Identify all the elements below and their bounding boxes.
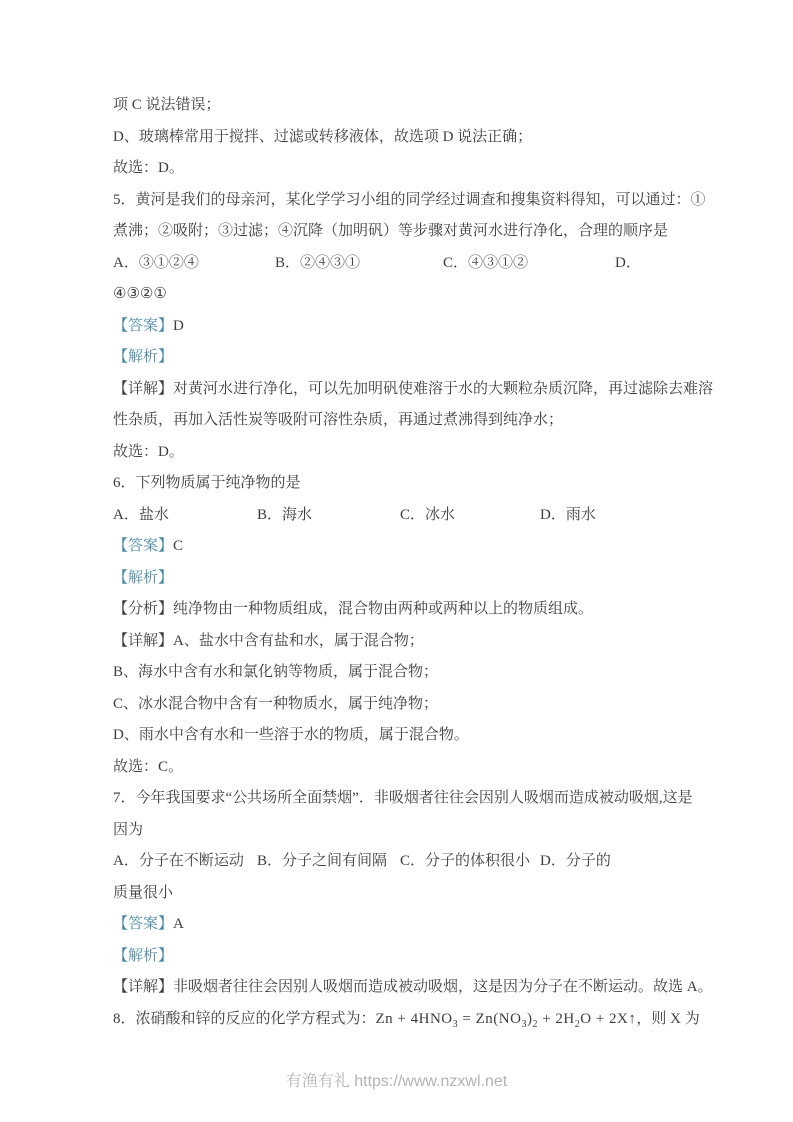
- q5-answer-line: [113, 311, 688, 343]
- q6-detail-c: C、冰水混合物中含有一种物质水，属于纯净物；: [113, 695, 439, 712]
- q5-detail: 【详解】对黄河水进行净化，可以先加明矾使难溶于水的大颗粒杂质沉降，再过滤除去难溶: [113, 380, 714, 397]
- q7-option-b: B．分子之间有间隔: [257, 853, 388, 869]
- answer-value: A: [173, 916, 184, 932]
- q7-option-c: C．分子的体积很小: [400, 853, 531, 869]
- answer-value: C: [173, 538, 184, 554]
- analysis-label: 【解析】: [113, 947, 174, 964]
- q8-stem-text: 8．浓硝酸和锌的反应的化学方程式为：: [113, 1010, 376, 1027]
- watermark-footer: 有渔有礼 https://www.nzxwl.net: [285, 1073, 508, 1090]
- q5-option-d: D．: [615, 254, 641, 271]
- answer-label: 【答案】: [113, 317, 174, 334]
- q4-conclusion: 故选：D。: [113, 160, 184, 176]
- q6-conclusion: 故选：C。: [113, 758, 184, 775]
- q7-option-a: A．分子在不断运动: [113, 853, 244, 869]
- q6-options-row: [113, 500, 688, 532]
- q5-analysis-label-line: [113, 342, 688, 374]
- analysis-label: 【解析】: [113, 569, 174, 586]
- q5-option-c: C．④③①②: [443, 254, 529, 271]
- q8-stem: [113, 1004, 700, 1036]
- q4-explanation-line: D、玻璃棒常用于搅拌、过滤或转移液体，故选项 D 说法正确；: [113, 128, 533, 145]
- eq-part: ): [526, 1010, 533, 1027]
- eq-part: = Zn(NO: [458, 1010, 522, 1027]
- q5-option-a: A．③①②④: [113, 254, 199, 271]
- q6-answer-line: [113, 531, 688, 563]
- q6-option-b: B．海水: [257, 506, 313, 523]
- q6-stem: 6．下列物质属于纯净物的是: [113, 475, 301, 491]
- q7-option-d: D．分子的: [540, 853, 611, 869]
- q7-analysis-label-line: [113, 941, 688, 973]
- q6-detail-a: 【详解】A、盐水中含有盐和水，属于混合物；: [113, 632, 424, 649]
- q6-detail-b: B、海水中含有水和氯化钠等物质，属于混合物；: [113, 664, 439, 680]
- q5-options-row: [113, 248, 688, 280]
- q7-options-row: [113, 846, 688, 878]
- q4-explanation-line: 项 C 说法错误；: [113, 97, 221, 113]
- q7-stem: 因为: [113, 821, 144, 838]
- eq-subscript: 3: [452, 1018, 459, 1030]
- q5-conclusion: 故选：D。: [113, 443, 184, 460]
- q6-analysis-label-line: [113, 563, 688, 595]
- eq-part: + 2H: [537, 1010, 575, 1027]
- q8-stem-text: ，则 X 为: [636, 1010, 700, 1027]
- answer-label: 【答案】: [113, 538, 174, 554]
- q6-option-a: A．盐水: [113, 506, 169, 523]
- q5-stem: 5．黄河是我们的母亲河，某化学学习小组的同学经过调查和搜集资料得知，可以通过：①: [113, 191, 706, 208]
- q5-detail: 性杂质，再加入活性炭等吸附可溶性杂质，再通过煮沸得到纯净水；: [113, 412, 564, 428]
- q7-answer-line: [113, 909, 688, 941]
- eq-part: Zn + 4HNO: [375, 1010, 453, 1027]
- q8-chemical-equation: [375, 1010, 637, 1030]
- q7-detail: 【详解】非吸烟者往往会因别人吸烟而造成被动吸烟，这是因为分子在不断运动。故选 A。: [113, 979, 713, 995]
- q7-stem: 7．今年我国要求“公共场所全面禁烟”．非吸烟者往往会因别人吸烟而造成被动吸烟,这是: [113, 790, 693, 806]
- analysis-label: 【解析】: [113, 349, 174, 365]
- q7-option-d-wrap: 质量很小: [113, 884, 174, 901]
- q5-option-d-wrap: ④③②①: [113, 286, 167, 302]
- q5-option-b: B．②④③①: [275, 254, 361, 271]
- eq-subscript: 3: [521, 1018, 527, 1030]
- eq-subscript: 2: [574, 1018, 581, 1030]
- answer-label: 【答案】: [113, 916, 174, 932]
- answer-value: D: [173, 317, 184, 334]
- eq-subscript: 2: [532, 1018, 538, 1030]
- document-body: [113, 90, 714, 1035]
- q5-stem: 煮沸；②吸附；③过滤；④沉降（加明矾）等步骤对黄河水进行净化，合理的顺序是: [113, 223, 669, 239]
- q6-analysis: 【分析】纯净物由一种物质组成，混合物由两种或两种以上的物质组成。: [113, 601, 594, 617]
- eq-part: O + 2X↑: [580, 1010, 637, 1027]
- q6-detail-d: D、雨水中含有水和一些溶于水的物质，属于混合物。: [113, 727, 469, 743]
- q6-option-d: D．雨水: [540, 506, 596, 523]
- q6-option-c: C．冰水: [400, 506, 456, 523]
